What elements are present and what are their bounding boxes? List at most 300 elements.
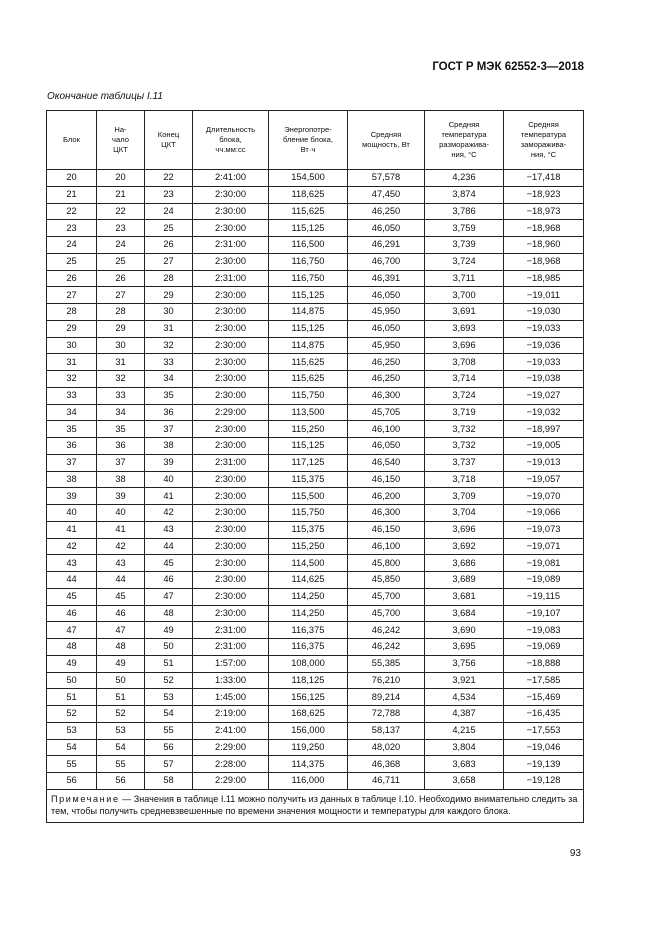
cell-defrost-temp: 3,695 xyxy=(425,639,504,656)
cell-duration: 2:31:00 xyxy=(193,237,269,254)
cell-end: 47 xyxy=(145,588,193,605)
cell-duration: 2:30:00 xyxy=(193,337,269,354)
cell-duration: 2:41:00 xyxy=(193,170,269,187)
cell-energy: 116,750 xyxy=(269,253,348,270)
cell-power: 55,385 xyxy=(348,655,425,672)
cell-freeze-temp: −19,069 xyxy=(504,639,584,656)
cell-end: 32 xyxy=(145,337,193,354)
cell-duration: 2:30:00 xyxy=(193,287,269,304)
cell-freeze-temp: −18,973 xyxy=(504,203,584,220)
cell-duration: 2:30:00 xyxy=(193,371,269,388)
cell-end: 45 xyxy=(145,555,193,572)
cell-end: 58 xyxy=(145,773,193,790)
table-row xyxy=(47,170,584,187)
cell-defrost-temp: 3,692 xyxy=(425,538,504,555)
cell-power: 46,540 xyxy=(348,454,425,471)
cell-defrost-temp: 3,693 xyxy=(425,320,504,337)
cell-freeze-temp: −19,073 xyxy=(504,521,584,538)
cell-duration: 2:31:00 xyxy=(193,622,269,639)
cell-duration: 2:29:00 xyxy=(193,773,269,790)
cell-defrost-temp: 3,921 xyxy=(425,672,504,689)
header-duration: Длительность блока, чч.мм:сс xyxy=(193,111,269,170)
cell-end: 41 xyxy=(145,488,193,505)
cell-power: 45,705 xyxy=(348,404,425,421)
cell-power: 45,800 xyxy=(348,555,425,572)
cell-duration: 2:30:00 xyxy=(193,588,269,605)
cell-freeze-temp: −17,418 xyxy=(504,170,584,187)
table-row xyxy=(47,253,584,270)
cell-defrost-temp: 3,700 xyxy=(425,287,504,304)
cell-duration: 2:30:00 xyxy=(193,320,269,337)
cell-start: 47 xyxy=(97,622,145,639)
cell-power: 57,578 xyxy=(348,170,425,187)
cell-start: 39 xyxy=(97,488,145,505)
cell-end: 27 xyxy=(145,253,193,270)
cell-block: 51 xyxy=(47,689,97,706)
cell-defrost-temp: 4,534 xyxy=(425,689,504,706)
cell-start: 20 xyxy=(97,170,145,187)
cell-start: 52 xyxy=(97,706,145,723)
table-row xyxy=(47,572,584,589)
cell-duration: 2:29:00 xyxy=(193,404,269,421)
note-label: Примечание xyxy=(51,793,120,804)
table-row xyxy=(47,639,584,656)
cell-end: 54 xyxy=(145,706,193,723)
cell-end: 49 xyxy=(145,622,193,639)
cell-end: 52 xyxy=(145,672,193,689)
cell-start: 37 xyxy=(97,454,145,471)
cell-freeze-temp: −19,030 xyxy=(504,304,584,321)
cell-energy: 118,125 xyxy=(269,672,348,689)
cell-start: 23 xyxy=(97,220,145,237)
cell-end: 42 xyxy=(145,505,193,522)
table-row xyxy=(47,203,584,220)
cell-power: 46,250 xyxy=(348,371,425,388)
cell-freeze-temp: −19,115 xyxy=(504,588,584,605)
cell-defrost-temp: 4,387 xyxy=(425,706,504,723)
cell-freeze-temp: −18,968 xyxy=(504,220,584,237)
cell-defrost-temp: 3,737 xyxy=(425,454,504,471)
cell-duration: 2:30:00 xyxy=(193,605,269,622)
cell-power: 47,450 xyxy=(348,186,425,203)
cell-duration: 2:30:00 xyxy=(193,304,269,321)
cell-start: 26 xyxy=(97,270,145,287)
cell-defrost-temp: 3,704 xyxy=(425,505,504,522)
cell-defrost-temp: 3,684 xyxy=(425,605,504,622)
cell-freeze-temp: −19,070 xyxy=(504,488,584,505)
cell-defrost-temp: 3,690 xyxy=(425,622,504,639)
cell-duration: 2:30:00 xyxy=(193,572,269,589)
cell-freeze-temp: −19,057 xyxy=(504,471,584,488)
cell-start: 25 xyxy=(97,253,145,270)
table-row xyxy=(47,605,584,622)
cell-energy: 115,625 xyxy=(269,203,348,220)
cell-freeze-temp: −19,032 xyxy=(504,404,584,421)
cell-block: 47 xyxy=(47,622,97,639)
cell-block: 44 xyxy=(47,572,97,589)
cell-block: 45 xyxy=(47,588,97,605)
cell-defrost-temp: 3,739 xyxy=(425,237,504,254)
cell-energy: 118,625 xyxy=(269,186,348,203)
cell-energy: 116,375 xyxy=(269,622,348,639)
cell-freeze-temp: −19,027 xyxy=(504,387,584,404)
cell-duration: 2:30:00 xyxy=(193,421,269,438)
cell-duration: 2:31:00 xyxy=(193,454,269,471)
cell-energy: 113,500 xyxy=(269,404,348,421)
cell-defrost-temp: 3,689 xyxy=(425,572,504,589)
cell-power: 46,150 xyxy=(348,471,425,488)
cell-end: 38 xyxy=(145,438,193,455)
cell-block: 31 xyxy=(47,354,97,371)
cell-energy: 116,500 xyxy=(269,237,348,254)
cell-energy: 156,125 xyxy=(269,689,348,706)
cell-block: 50 xyxy=(47,672,97,689)
cell-end: 39 xyxy=(145,454,193,471)
cell-energy: 115,125 xyxy=(269,287,348,304)
cell-block: 25 xyxy=(47,253,97,270)
table-row xyxy=(47,354,584,371)
cell-block: 42 xyxy=(47,538,97,555)
cell-power: 46,300 xyxy=(348,387,425,404)
cell-block: 38 xyxy=(47,471,97,488)
cell-duration: 2:30:00 xyxy=(193,387,269,404)
cell-duration: 2:30:00 xyxy=(193,220,269,237)
cell-freeze-temp: −19,081 xyxy=(504,555,584,572)
cell-energy: 116,750 xyxy=(269,270,348,287)
note-text: — Значения в таблице I.11 можно получить из данных в таблице I.10. Необходимо внимательно следить за тем, чтобы получить средневзвешенные по времени значения мощности и температуры для каждого блока. xyxy=(51,793,578,817)
table-row xyxy=(47,538,584,555)
cell-start: 38 xyxy=(97,471,145,488)
cell-defrost-temp: 3,874 xyxy=(425,186,504,203)
cell-power: 45,700 xyxy=(348,605,425,622)
table-row xyxy=(47,622,584,639)
document-header: ГОСТ Р МЭК 62552-3—2018 xyxy=(432,61,584,73)
cell-freeze-temp: −19,066 xyxy=(504,505,584,522)
cell-power: 46,300 xyxy=(348,505,425,522)
cell-start: 35 xyxy=(97,421,145,438)
cell-block: 36 xyxy=(47,438,97,455)
table-row xyxy=(47,756,584,773)
cell-end: 43 xyxy=(145,521,193,538)
cell-block: 32 xyxy=(47,371,97,388)
cell-start: 36 xyxy=(97,438,145,455)
cell-start: 50 xyxy=(97,672,145,689)
cell-power: 45,850 xyxy=(348,572,425,589)
cell-start: 31 xyxy=(97,354,145,371)
cell-duration: 2:30:00 xyxy=(193,471,269,488)
cell-defrost-temp: 3,696 xyxy=(425,521,504,538)
cell-power: 45,950 xyxy=(348,304,425,321)
table-row xyxy=(47,521,584,538)
table-row xyxy=(47,706,584,723)
cell-start: 24 xyxy=(97,237,145,254)
table-row xyxy=(47,371,584,388)
table-row xyxy=(47,404,584,421)
table-row xyxy=(47,337,584,354)
cell-start: 22 xyxy=(97,203,145,220)
cell-block: 27 xyxy=(47,287,97,304)
cell-duration: 2:30:00 xyxy=(193,505,269,522)
cell-duration: 2:41:00 xyxy=(193,722,269,739)
header-power: Средняя мощность, Вт xyxy=(348,111,425,170)
table-row xyxy=(47,304,584,321)
cell-freeze-temp: −19,139 xyxy=(504,756,584,773)
cell-start: 55 xyxy=(97,756,145,773)
cell-end: 30 xyxy=(145,304,193,321)
cell-energy: 119,250 xyxy=(269,739,348,756)
cell-end: 46 xyxy=(145,572,193,589)
cell-freeze-temp: −18,997 xyxy=(504,421,584,438)
cell-power: 46,050 xyxy=(348,320,425,337)
cell-block: 33 xyxy=(47,387,97,404)
table-row xyxy=(47,505,584,522)
cell-energy: 108,000 xyxy=(269,655,348,672)
header-energy: Энергопотре- бление блока, Вт·ч xyxy=(269,111,348,170)
cell-freeze-temp: −18,960 xyxy=(504,237,584,254)
cell-duration: 2:29:00 xyxy=(193,739,269,756)
cell-energy: 114,250 xyxy=(269,588,348,605)
cell-energy: 115,750 xyxy=(269,505,348,522)
cell-power: 45,950 xyxy=(348,337,425,354)
cell-start: 45 xyxy=(97,588,145,605)
cell-block: 39 xyxy=(47,488,97,505)
cell-defrost-temp: 3,756 xyxy=(425,655,504,672)
cell-power: 46,391 xyxy=(348,270,425,287)
cell-freeze-temp: −19,107 xyxy=(504,605,584,622)
cell-end: 26 xyxy=(145,237,193,254)
cell-defrost-temp: 3,732 xyxy=(425,438,504,455)
cell-defrost-temp: 3,681 xyxy=(425,588,504,605)
cell-duration: 2:30:00 xyxy=(193,354,269,371)
cell-start: 48 xyxy=(97,639,145,656)
cell-end: 51 xyxy=(145,655,193,672)
cell-power: 58,137 xyxy=(348,722,425,739)
cell-power: 46,711 xyxy=(348,773,425,790)
cell-freeze-temp: −19,128 xyxy=(504,773,584,790)
cell-defrost-temp: 3,708 xyxy=(425,354,504,371)
cell-block: 55 xyxy=(47,756,97,773)
cell-freeze-temp: −19,011 xyxy=(504,287,584,304)
cell-energy: 156,000 xyxy=(269,722,348,739)
cell-end: 33 xyxy=(145,354,193,371)
cell-power: 46,700 xyxy=(348,253,425,270)
cell-energy: 115,750 xyxy=(269,387,348,404)
cell-power: 46,100 xyxy=(348,538,425,555)
cell-power: 46,250 xyxy=(348,203,425,220)
cell-freeze-temp: −18,985 xyxy=(504,270,584,287)
cell-defrost-temp: 3,711 xyxy=(425,270,504,287)
cell-energy: 116,375 xyxy=(269,639,348,656)
cell-start: 49 xyxy=(97,655,145,672)
cell-energy: 114,625 xyxy=(269,572,348,589)
cell-freeze-temp: −17,553 xyxy=(504,722,584,739)
cell-freeze-temp: −19,046 xyxy=(504,739,584,756)
note-row xyxy=(47,789,584,822)
cell-block: 46 xyxy=(47,605,97,622)
cell-end: 24 xyxy=(145,203,193,220)
table-row xyxy=(47,438,584,455)
data-table xyxy=(46,110,584,823)
cell-energy: 116,000 xyxy=(269,773,348,790)
cell-block: 28 xyxy=(47,304,97,321)
cell-start: 27 xyxy=(97,287,145,304)
cell-duration: 2:30:00 xyxy=(193,438,269,455)
cell-freeze-temp: −16,435 xyxy=(504,706,584,723)
cell-duration: 1:45:00 xyxy=(193,689,269,706)
cell-start: 51 xyxy=(97,689,145,706)
cell-power: 46,368 xyxy=(348,756,425,773)
cell-power: 46,150 xyxy=(348,521,425,538)
cell-block: 20 xyxy=(47,170,97,187)
cell-block: 52 xyxy=(47,706,97,723)
cell-defrost-temp: 3,724 xyxy=(425,387,504,404)
table-row xyxy=(47,421,584,438)
cell-freeze-temp: −19,071 xyxy=(504,538,584,555)
cell-energy: 168,625 xyxy=(269,706,348,723)
cell-block: 22 xyxy=(47,203,97,220)
cell-power: 72,788 xyxy=(348,706,425,723)
cell-energy: 115,125 xyxy=(269,320,348,337)
cell-start: 28 xyxy=(97,304,145,321)
cell-end: 48 xyxy=(145,605,193,622)
table-row xyxy=(47,454,584,471)
cell-energy: 114,500 xyxy=(269,555,348,572)
cell-energy: 114,875 xyxy=(269,337,348,354)
cell-freeze-temp: −18,888 xyxy=(504,655,584,672)
cell-freeze-temp: −15,469 xyxy=(504,689,584,706)
cell-duration: 2:31:00 xyxy=(193,639,269,656)
cell-end: 36 xyxy=(145,404,193,421)
cell-duration: 2:30:00 xyxy=(193,203,269,220)
cell-duration: 2:28:00 xyxy=(193,756,269,773)
cell-start: 44 xyxy=(97,572,145,589)
cell-block: 53 xyxy=(47,722,97,739)
cell-freeze-temp: −19,036 xyxy=(504,337,584,354)
cell-freeze-temp: −19,013 xyxy=(504,454,584,471)
cell-start: 56 xyxy=(97,773,145,790)
cell-defrost-temp: 4,236 xyxy=(425,170,504,187)
cell-energy: 115,625 xyxy=(269,354,348,371)
cell-start: 40 xyxy=(97,505,145,522)
cell-block: 48 xyxy=(47,639,97,656)
table-row xyxy=(47,773,584,790)
note-cell xyxy=(47,789,584,822)
table-row xyxy=(47,672,584,689)
cell-duration: 2:30:00 xyxy=(193,488,269,505)
table-row xyxy=(47,220,584,237)
cell-freeze-temp: −18,968 xyxy=(504,253,584,270)
cell-end: 37 xyxy=(145,421,193,438)
cell-block: 54 xyxy=(47,739,97,756)
cell-defrost-temp: 3,786 xyxy=(425,203,504,220)
table-row xyxy=(47,722,584,739)
cell-block: 34 xyxy=(47,404,97,421)
table-row xyxy=(47,588,584,605)
cell-end: 56 xyxy=(145,739,193,756)
cell-start: 53 xyxy=(97,722,145,739)
table-row xyxy=(47,387,584,404)
cell-defrost-temp: 3,804 xyxy=(425,739,504,756)
cell-end: 23 xyxy=(145,186,193,203)
cell-block: 23 xyxy=(47,220,97,237)
cell-start: 54 xyxy=(97,739,145,756)
cell-energy: 115,250 xyxy=(269,421,348,438)
cell-block: 40 xyxy=(47,505,97,522)
cell-defrost-temp: 3,683 xyxy=(425,756,504,773)
cell-block: 56 xyxy=(47,773,97,790)
cell-duration: 2:31:00 xyxy=(193,270,269,287)
cell-block: 37 xyxy=(47,454,97,471)
cell-freeze-temp: −19,005 xyxy=(504,438,584,455)
cell-end: 40 xyxy=(145,471,193,488)
table-row xyxy=(47,237,584,254)
cell-defrost-temp: 3,691 xyxy=(425,304,504,321)
cell-energy: 115,625 xyxy=(269,371,348,388)
cell-power: 89,214 xyxy=(348,689,425,706)
table-row xyxy=(47,471,584,488)
cell-block: 26 xyxy=(47,270,97,287)
header-defrost-temp: Средняя температура разморажива- ния, °С xyxy=(425,111,504,170)
cell-energy: 115,375 xyxy=(269,471,348,488)
cell-end: 29 xyxy=(145,287,193,304)
cell-power: 45,700 xyxy=(348,588,425,605)
table-row xyxy=(47,689,584,706)
page-number: 93 xyxy=(569,848,581,859)
cell-end: 53 xyxy=(145,689,193,706)
cell-start: 42 xyxy=(97,538,145,555)
cell-duration: 2:30:00 xyxy=(193,186,269,203)
cell-energy: 115,125 xyxy=(269,438,348,455)
cell-energy: 115,375 xyxy=(269,521,348,538)
cell-end: 44 xyxy=(145,538,193,555)
cell-start: 29 xyxy=(97,320,145,337)
cell-freeze-temp: −19,038 xyxy=(504,371,584,388)
cell-end: 35 xyxy=(145,387,193,404)
cell-power: 46,050 xyxy=(348,220,425,237)
cell-power: 48,020 xyxy=(348,739,425,756)
cell-block: 43 xyxy=(47,555,97,572)
table-row xyxy=(47,655,584,672)
cell-freeze-temp: −19,089 xyxy=(504,572,584,589)
cell-end: 34 xyxy=(145,371,193,388)
cell-duration: 1:57:00 xyxy=(193,655,269,672)
table-row xyxy=(47,287,584,304)
cell-start: 32 xyxy=(97,371,145,388)
table-caption: Окончание таблицы I.11 xyxy=(47,91,163,102)
cell-block: 35 xyxy=(47,421,97,438)
cell-block: 30 xyxy=(47,337,97,354)
header-end: Конец ЦКТ xyxy=(145,111,193,170)
cell-duration: 2:30:00 xyxy=(193,538,269,555)
cell-start: 41 xyxy=(97,521,145,538)
table-row xyxy=(47,270,584,287)
cell-freeze-temp: −18,923 xyxy=(504,186,584,203)
cell-energy: 114,875 xyxy=(269,304,348,321)
cell-power: 46,100 xyxy=(348,421,425,438)
cell-power: 46,242 xyxy=(348,639,425,656)
cell-duration: 1:33:00 xyxy=(193,672,269,689)
cell-power: 46,250 xyxy=(348,354,425,371)
cell-start: 46 xyxy=(97,605,145,622)
cell-freeze-temp: −17,585 xyxy=(504,672,584,689)
cell-freeze-temp: −19,083 xyxy=(504,622,584,639)
cell-block: 29 xyxy=(47,320,97,337)
cell-end: 31 xyxy=(145,320,193,337)
table-row xyxy=(47,186,584,203)
cell-end: 50 xyxy=(145,639,193,656)
cell-defrost-temp: 3,718 xyxy=(425,471,504,488)
cell-power: 46,050 xyxy=(348,287,425,304)
